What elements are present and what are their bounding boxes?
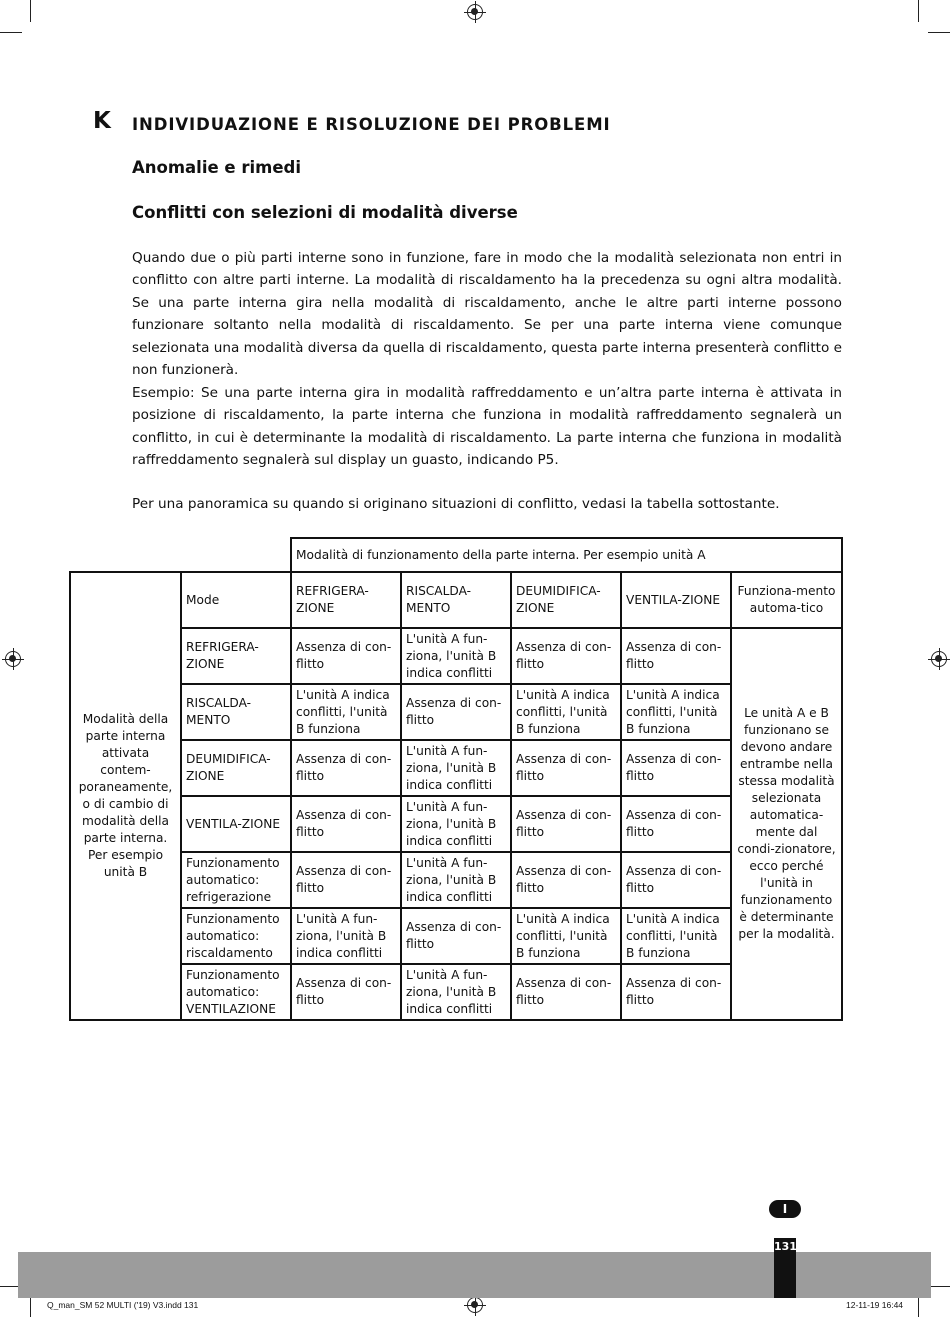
table-cell: L'unità A fun-ziona, l'unità B indica conflitti xyxy=(401,740,511,796)
registration-mark-icon xyxy=(5,651,21,667)
print-slug-file: Q_man_SM 52 MULTI ('19) V3.indd 131 xyxy=(47,1300,199,1310)
crop-mark xyxy=(918,1296,919,1317)
paragraph-example: Esempio: Se una parte interna gira in modalità raffreddamento e un’altra parte interna è attivata in posizione di riscaldamento, la parte interna che funziona in modalità raffreddamento segnalerà un conflitto, in cui è determinante la modalità di riscaldamento. La parte interna che funziona in modalità raffreddamento segnalerà sul display un guasto, indicando P5. xyxy=(132,385,842,469)
table-cell: L'unità A fun-ziona, l'unità B indica conflitti xyxy=(401,628,511,684)
table-row xyxy=(70,684,842,740)
crop-mark xyxy=(30,1296,31,1317)
row-mode-label: Funzionamento automatico: refrigerazione xyxy=(181,852,291,908)
table-row xyxy=(70,964,842,1020)
print-slug-date: 12-11-19 16:44 xyxy=(846,1300,904,1310)
language-badge: I xyxy=(769,1200,801,1218)
table-cell: Assenza di con-flitto xyxy=(621,852,731,908)
table-cell: L'unità A indica conflitti, l'unità B funziona xyxy=(511,908,621,964)
crop-mark xyxy=(928,1286,950,1287)
mode-label: Mode xyxy=(181,572,291,628)
table-cell: Assenza di con-flitto xyxy=(511,796,621,852)
row-mode-label: VENTILA-ZIONE xyxy=(181,796,291,852)
table-cell: L'unità A fun-ziona, l'unità B indica conflitti xyxy=(291,908,401,964)
crop-mark xyxy=(918,0,919,22)
row-mode-label: DEUMIDIFICA-ZIONE xyxy=(181,740,291,796)
page-number: 131 xyxy=(774,1240,797,1253)
table-cell: Assenza di con-flitto xyxy=(511,852,621,908)
row-mode-label: Funzionamento automatico: riscaldamento xyxy=(181,908,291,964)
row-mode-label: Funzionamento automatico: VENTILAZIONE xyxy=(181,964,291,1020)
registration-mark-icon xyxy=(931,651,947,667)
column-header: VENTILA-ZIONE xyxy=(621,572,731,628)
table-cell: Assenza di con-flitto xyxy=(401,908,511,964)
table-row xyxy=(70,852,842,908)
paragraph-intro: Quando due o più parti interne sono in funzione, fare in modo che la modalità selezionata non entri in conflitto con altre parti interne. La modalità di riscaldamento ha la precedenza su ogni altra modalità. Se una parte interna gira nella modalità di riscaldamento, anche le altre parti interne possono funzionare soltanto nella modalità di riscaldamento. Se per una parte interna viene comunque selezionata una modalità diversa da quella di riscaldamento, questa parte interna presenterà conflitto e non funzionerà. xyxy=(132,250,842,379)
table-cell: Assenza di con-flitto xyxy=(291,852,401,908)
table-cell: Assenza di con-flitto xyxy=(621,964,731,1020)
table-cell: L'unità A fun-ziona, l'unità B indica conflitti xyxy=(401,852,511,908)
crop-mark xyxy=(30,0,31,22)
table-row xyxy=(70,796,842,852)
table-row xyxy=(70,908,842,964)
table-blank-corner xyxy=(70,538,291,572)
column-header: REFRIGERA-ZIONE xyxy=(291,572,401,628)
section-heading: INDIVIDUAZIONE E RISOLUZIONE DEI PROBLEMI xyxy=(132,115,611,134)
table-cell: Assenza di con-flitto xyxy=(401,684,511,740)
auto-mode-note: Le unità A e B funzionano se devono andare entrambe nella stessa modalità selezionata automatica-mente dal condi-zionatore, ecco perché l'unità in funzionamento è determinante per la modalità. xyxy=(731,628,842,1020)
table-cell: L'unità A indica conflitti, l'unità B funziona xyxy=(291,684,401,740)
subheading-anomalies: Anomalie e rimedi xyxy=(132,158,302,177)
table-cell: Assenza di con-flitto xyxy=(621,796,731,852)
column-header: Funziona-mento automa-tico xyxy=(731,572,842,628)
table-row xyxy=(70,740,842,796)
table-cell: L'unità A fun-ziona, l'unità B indica conflitti xyxy=(401,796,511,852)
table-cell: Assenza di con-flitto xyxy=(511,964,621,1020)
table-cell: Assenza di con-flitto xyxy=(511,628,621,684)
paragraph-overview: Per una panoramica su quando si originano situazioni di conflitto, vedasi la tabella sottostante. xyxy=(132,496,780,512)
crop-mark xyxy=(928,32,950,33)
row-group-label: Modalità della parte interna attivata contem-poraneamente, o di cambio di modalità della parte interna. Per esempio unità B xyxy=(70,572,181,1020)
crop-mark xyxy=(0,32,22,33)
table-cell: L'unità A fun-ziona, l'unità B indica conflitti xyxy=(401,964,511,1020)
table-cell: L'unità A indica conflitti, l'unità B funziona xyxy=(621,684,731,740)
registration-mark-icon xyxy=(467,1297,483,1313)
table-cell: Assenza di con-flitto xyxy=(621,740,731,796)
table-cell: Assenza di con-flitto xyxy=(291,740,401,796)
table-top-header: Modalità di funzionamento della parte interna. Per esempio unità A xyxy=(291,538,842,572)
row-mode-label: RISCALDA-MENTO xyxy=(181,684,291,740)
column-header: DEUMIDIFICA-ZIONE xyxy=(511,572,621,628)
table-cell: Assenza di con-flitto xyxy=(621,628,731,684)
table-row xyxy=(70,628,842,684)
table-cell: Assenza di con-flitto xyxy=(291,964,401,1020)
table-cell: L'unità A indica conflitti, l'unità B funziona xyxy=(511,684,621,740)
table-cell: Assenza di con-flitto xyxy=(291,796,401,852)
registration-mark-icon xyxy=(467,4,483,20)
subheading-conflicts: Conflitti con selezioni di modalità diverse xyxy=(132,203,518,222)
row-mode-label: REFRIGERA-ZIONE xyxy=(181,628,291,684)
conflict-table xyxy=(69,537,843,1021)
column-header: RISCALDA-MENTO xyxy=(401,572,511,628)
table-cell: L'unità A indica conflitti, l'unità B funziona xyxy=(621,908,731,964)
table-cell: Assenza di con-flitto xyxy=(511,740,621,796)
table-cell: Assenza di con-flitto xyxy=(291,628,401,684)
section-letter: K xyxy=(93,108,111,134)
